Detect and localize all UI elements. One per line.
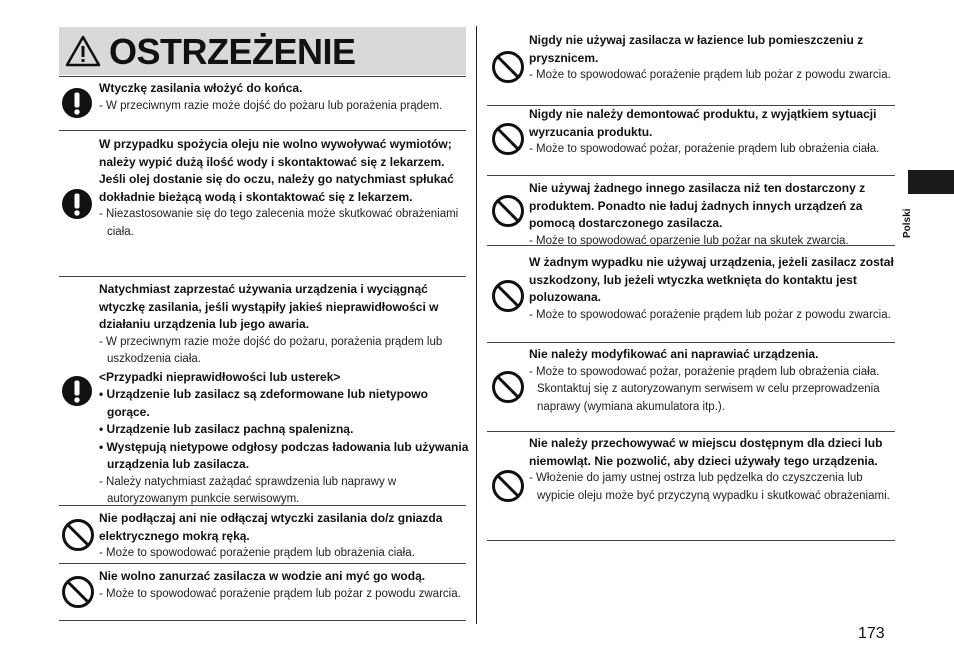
section-rule [59, 620, 466, 621]
warning-entry [529, 346, 895, 416]
warning-statement: W przypadku spożycia oleju nie wolno wywoływać wymiotów; należy wypić dużą ilość wody i skontaktować się z lekarzem. [99, 137, 452, 169]
warning-statement: Nie podłączaj ani nie odłączaj wtyczki zasilania do/z gniazda elektrycznego mokrą ręką. [99, 511, 443, 543]
language-label: Polski [902, 208, 913, 238]
section-rule [59, 563, 466, 564]
warning-consequence: - Włożenie do jamy ustnej ostrza lub pędzelka do czyszczenia lub wypicie oleju może być przyczyną wypadku i skutkować obrażeniami. [529, 472, 890, 502]
prohibition-icon [61, 518, 95, 552]
exclamation-icon [61, 87, 93, 119]
section-rule [59, 276, 466, 277]
warning-consequence: - Może to spowodować porażenie prądem lub pożar z powodu zwarcia. [99, 587, 461, 600]
section-rule [487, 431, 895, 432]
exclamation-icon [61, 188, 93, 220]
warning-statement: Wtyczkę zasilania włożyć do końca. [99, 81, 303, 95]
warning-statement: Nie wolno zanurzać zasilacza w wodzie ani myć go wodą. [99, 569, 426, 583]
warning-entry [529, 254, 895, 324]
section-rule [487, 540, 895, 541]
prohibition-icon [491, 50, 525, 84]
warning-statement: Nie używaj żadnego innego zasilacza niż ten dostarczony z produktem. Ponadto nie ładuj żadnych innych urządzeń za pomocą dostarczonego zasilacza. [529, 181, 866, 230]
warning-statement: Nigdy nie używaj zasilacza w łazience lub pomieszczeniu z prysznicem. [529, 33, 864, 65]
warning-consequence: - Może to spowodować pożar, porażenie prądem lub obrażenia ciała. [529, 365, 880, 378]
warning-statement: W żadnym wypadku nie używaj urządzenia, jeżeli zasilacz został uszkodzony, lub jeżeli wtyczka wetknięta do kontaktu jest poluzowana. [529, 255, 894, 304]
warning-consequence: - Może to spowodować porażenie prądem lub pożar z powodu zwarcia. [529, 308, 891, 321]
warning-entry [99, 136, 469, 241]
warning-consequence: - Niezastosowanie się do tego zalecenia może skutkować obrażeniami ciała. [99, 208, 459, 238]
prohibition-icon [491, 469, 525, 503]
page-number: 173 [858, 625, 885, 642]
warning-statement: Nie należy modyfikować ani naprawiać urządzenia. [529, 347, 819, 361]
warning-statement: • Występują nietypowe odgłosy podczas ładowania lub używania urządzenia lub zasilacza. [99, 439, 469, 471]
warning-statement: Jeśli olej dostanie się do oczu, należy go natychmiast spłukać dokładnie bieżącą wodą i skontaktować się z lekarzem. [99, 172, 454, 204]
warning-consequence: - W przeciwnym razie może dojść do pożaru lub porażenia prądem. [99, 99, 443, 112]
warning-header [59, 27, 466, 75]
warning-statement: • Urządzenie lub zasilacz pachną spalenizną. [99, 422, 354, 436]
warning-consequence: - Może to spowodować pożar, porażenie prądem lub obrażenia ciała. [529, 143, 880, 155]
section-rule [487, 342, 895, 343]
warning-entry [529, 106, 895, 159]
warning-consequence: - Może to spowodować porażenie prądem lub obrażenia ciała. [99, 547, 415, 559]
warning-consequence: - Może to spowodować porażenie prądem lub pożar z powodu zwarcia. [529, 69, 891, 81]
prohibition-icon [491, 194, 525, 228]
warning-statement: Nigdy nie należy demontować produktu, z wyjątkiem sytuacji wyrzucania produktu. [529, 107, 877, 139]
warning-statement: • Urządzenie lub zasilacz są zdeformowane lub nietypowo gorące. [99, 387, 428, 419]
prohibition-icon [491, 370, 525, 404]
prohibition-icon [491, 122, 525, 156]
language-tab [908, 170, 954, 194]
warning-statement: Natychmiast zaprzestać używania urządzenia i wyciągnąć wtyczkę zasilania, jeśli wystąpiły jakieś nieprawidłowości w działaniu urządzenia lub jego awaria. [99, 282, 439, 331]
warning-entry [529, 435, 895, 505]
prohibition-icon [491, 279, 525, 313]
section-rule [487, 175, 895, 176]
prohibition-icon [61, 575, 95, 609]
section-rule [59, 76, 466, 77]
warning-triangle-icon [65, 35, 101, 67]
warning-entry [529, 180, 895, 250]
column-divider [476, 26, 477, 624]
warning-consequence: - Należy natychmiast zażądać sprawdzenia lub naprawy w autoryzowanym punkcie serwisowym. [99, 475, 397, 505]
warning-consequence: Skontaktuj się z autoryzowanym serwisem w celu przeprowadzenia naprawy (wymiana akumulatora itp.). [537, 383, 880, 413]
warning-consequence: - W przeciwnym razie może dojść do pożaru, porażenia prądem lub uszkodzenia ciała. [99, 335, 443, 365]
section-rule [59, 130, 466, 131]
exclamation-icon [61, 375, 93, 407]
warning-statement: Nie należy przechowywać w miejscu dostępnym dla dzieci lub niemowląt. Nie pozwolić, aby dzieci używały tego urządzenia. [529, 436, 883, 468]
warning-entry [99, 281, 469, 509]
warning-entry [99, 568, 469, 603]
warning-entry [99, 510, 469, 563]
warning-statement: <Przypadki nieprawidłowości lub usterek> [99, 369, 341, 384]
warning-consequence: - Może to spowodować oparzenie lub pożar na skutek zwarcia. [529, 234, 849, 247]
warning-entry [529, 32, 895, 85]
page-title: OSTRZEŻENIE [109, 31, 356, 72]
warning-entry [99, 80, 469, 115]
